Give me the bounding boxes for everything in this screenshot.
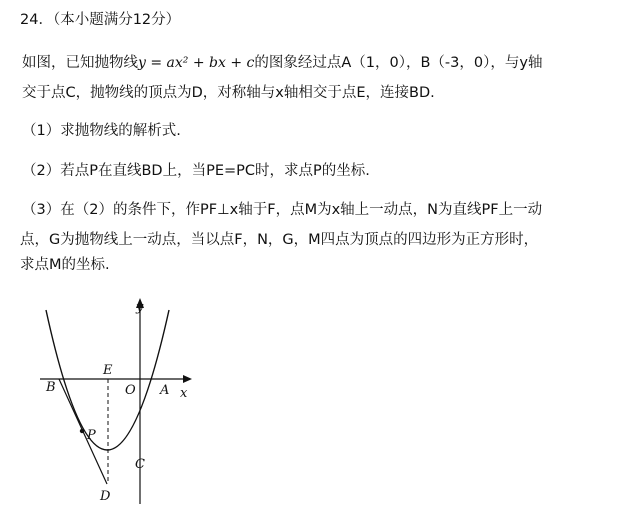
parabola-figure [30,290,210,508]
parabola-equation: y = ax² + bx + c [138,55,255,71]
y-axis-label: y [136,300,144,315]
question-part-3-line3: 求点M的坐标. [20,257,110,273]
question-part-3-line1: （3）在（2）的条件下，作PF⊥x轴于F，点M为x轴上一动点，N为直线PF上一动 [22,202,543,218]
point-C-label: C [135,457,145,472]
intro-text-after: 的图象经过点A（1，0），B（-3，0），与y轴 [254,55,543,71]
point-P-label: P [87,428,96,443]
point-E-label: E [103,363,113,378]
origin-label: O [125,383,136,398]
problem-intro [22,51,542,72]
point-D-label: D [100,489,111,504]
problem-intro-line2: 交于点C，抛物线的顶点为D，对称轴与x轴相交于点E，连接BD. [22,85,435,101]
question-part-1: （1）求抛物线的解析式. [22,123,181,139]
point-A-label: A [160,383,170,398]
question-part-3-line2: 点，G为抛物线上一动点，当以点F，N，G，M四点为顶点的四边形为正方形时， [20,232,539,248]
point-B-label: B [46,380,56,395]
intro-text-before: 如图，已知抛物线 [22,55,138,71]
x-axis-arrow [183,375,192,383]
x-axis-label: x [180,386,188,401]
problem-header: 24．（本小题满分12分） [20,12,181,28]
point-P-dot [80,429,84,433]
question-part-2: （2）若点P在直线BD上，当PE=PC时，求点P的坐标. [22,163,370,179]
